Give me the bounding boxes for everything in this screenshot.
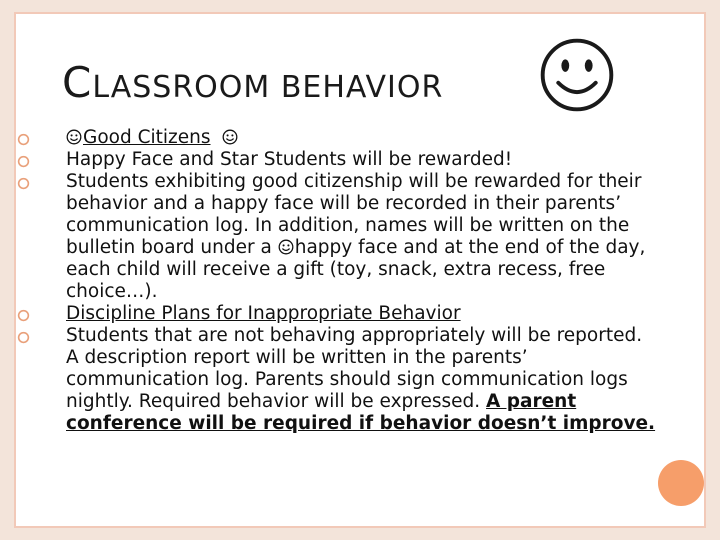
bullet-marker-icon bbox=[17, 177, 30, 190]
slide-title bbox=[62, 58, 443, 107]
parent-conference-warning: A parent conference will be required if behavior doesn’t improve. bbox=[66, 391, 656, 434]
bullet-marker-icon bbox=[17, 155, 30, 168]
decorative-circle bbox=[658, 460, 704, 506]
smiley-face-icon bbox=[222, 129, 238, 145]
smiley-face-icon bbox=[538, 36, 616, 114]
bullet-text: Students exhibiting good citizenship will be rewarded for their behavior and a happy face will be recorded in their parents’ communication log. In addition, names will be written on the bulletin board under a bbox=[66, 171, 642, 258]
bullet-marker-icon bbox=[17, 309, 30, 322]
list-item bbox=[16, 171, 656, 303]
title-first-letter: C bbox=[62, 58, 93, 107]
slide-frame bbox=[14, 12, 706, 528]
bullet-text: Happy Face and Star Students will be rewarded! bbox=[66, 149, 513, 170]
title-rest: LASSROOM BEHAVIOR bbox=[92, 70, 444, 105]
discipline-plans-heading: Discipline Plans for Inappropriate Behavior bbox=[66, 303, 461, 324]
smiley-face-icon bbox=[66, 129, 82, 145]
bullet-text-continued: happy face and at the end of the day, each child will receive a gift (toy, snack, extra recess, free choice…). bbox=[66, 237, 646, 302]
smiley-face-icon bbox=[278, 239, 294, 255]
bullet-text: Students that are not behaving appropriately will be reported. A description report will be written in the parents’ communication log. Parents should sign communication logs nightly. Required behavior will be expressed. bbox=[66, 325, 643, 412]
good-citizens-heading: Good Citizens bbox=[83, 127, 211, 148]
list-item bbox=[16, 325, 656, 435]
bullet-marker-icon bbox=[17, 331, 30, 344]
bullet-list bbox=[16, 127, 656, 435]
bullet-marker-icon bbox=[17, 133, 30, 146]
list-item bbox=[16, 303, 656, 325]
list-item bbox=[16, 127, 656, 149]
list-item bbox=[16, 149, 656, 171]
